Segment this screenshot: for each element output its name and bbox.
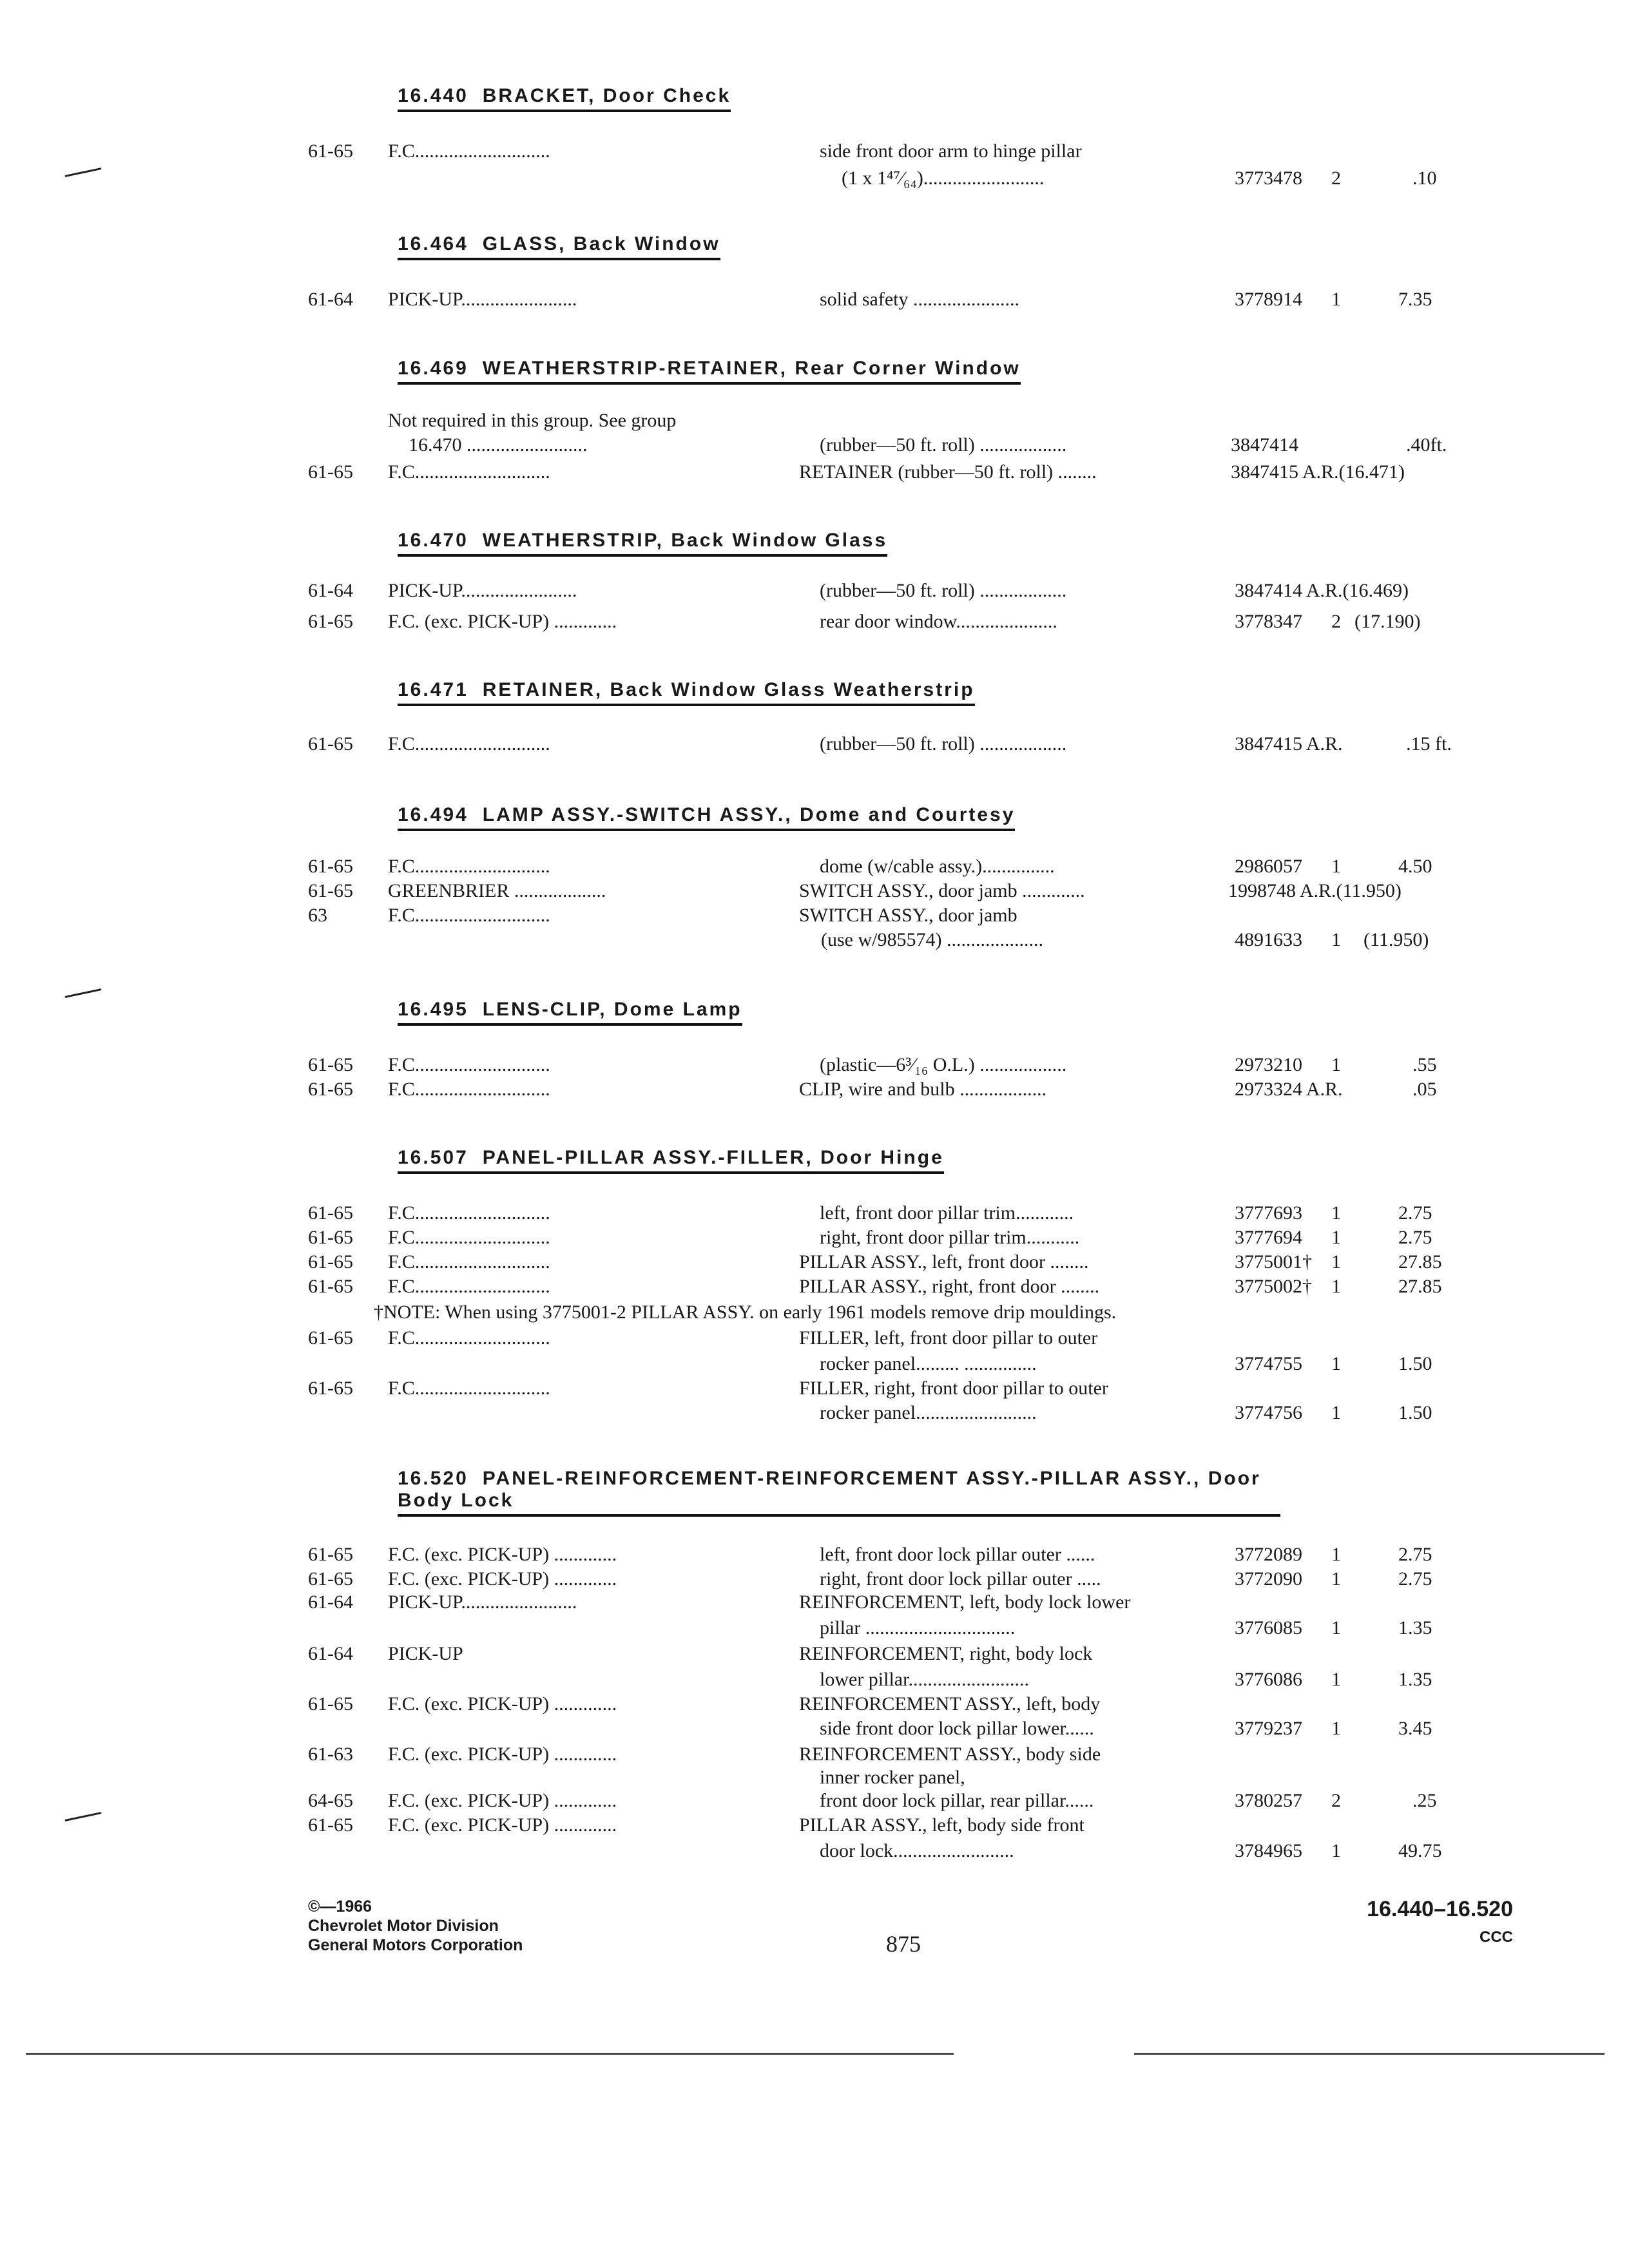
table-row — [0, 1250, 1629, 1274]
table-row — [0, 1667, 1629, 1692]
description-cell: right, front door lock pillar outer ..... — [820, 1568, 1101, 1590]
part-number-cell: 3774755 — [1235, 1353, 1302, 1374]
section-title: WEATHERSTRIP, Back Window Glass — [482, 530, 888, 551]
quantity-cell: 1 — [1331, 1353, 1341, 1374]
table-row — [0, 1789, 1629, 1813]
year-cell: 61-65 — [308, 880, 353, 901]
part-number-cell: 3775001† — [1235, 1251, 1312, 1273]
year-cell: 61-63 — [308, 1744, 353, 1765]
table-row — [0, 287, 1629, 312]
model-cell: F.C. (exc. PICK-UP) ............. — [388, 1814, 617, 1836]
model-cell: F.C. (exc. PICK-UP) ............. — [388, 611, 617, 632]
quantity-cell: 1 — [1331, 1568, 1341, 1590]
description-cell: pillar ............................... — [820, 1617, 1016, 1639]
section-title: PANEL-REINFORCEMENT-REINFORCEMENT ASSY.-PILLAR ASSY., Door Body Lock — [398, 1468, 1261, 1511]
description-cell: REINFORCEMENT ASSY., body side — [799, 1744, 1101, 1765]
part-number-cell: 3777693 — [1235, 1202, 1302, 1224]
table-row — [0, 1765, 1629, 1790]
part-number-cell: 3784965 — [1235, 1840, 1302, 1861]
description-cell: SWITCH ASSY., door jamb — [799, 905, 1017, 926]
description-cell: PILLAR ASSY., left, front door ........ — [799, 1251, 1089, 1273]
section-heading-16-470 — [398, 530, 887, 557]
section-heading-16-520 — [398, 1468, 1280, 1517]
section-heading-16-464 — [398, 233, 720, 260]
model-cell: PICK-UP........................ — [388, 580, 577, 601]
description-cell: FILLER, left, front door pillar to outer — [799, 1327, 1098, 1349]
section-number: 16.440 — [398, 85, 468, 106]
description-cell: RETAINER (rubber—50 ft. roll) ........ — [799, 461, 1097, 483]
price-cell: 2.75 — [1398, 1544, 1432, 1565]
table-row — [0, 879, 1629, 903]
year-cell: 61-64 — [308, 580, 353, 601]
table-row — [0, 1616, 1629, 1640]
section-heading-16-471 — [398, 679, 975, 706]
model-cell: F.C............................ — [388, 1227, 550, 1248]
quantity-cell: 1 — [1331, 1840, 1341, 1861]
part-number-cell: 3778347 — [1235, 611, 1302, 632]
quantity-cell: 1 — [1331, 289, 1341, 310]
model-cell: F.C............................ — [388, 1202, 550, 1224]
price-cell: (17.190) — [1354, 611, 1421, 632]
year-cell: 61-65 — [308, 1544, 353, 1565]
table-row — [0, 1053, 1629, 1077]
table-row — [0, 1716, 1629, 1741]
section-title: WEATHERSTRIP-RETAINER, Rear Corner Window — [482, 358, 1021, 379]
description-cell: CLIP, wire and bulb .................. — [799, 1079, 1047, 1100]
model-cell: F.C............................ — [388, 461, 550, 483]
corporation-name: General Motors Corporation — [308, 1936, 523, 1954]
price-cell: .25 — [1412, 1790, 1437, 1811]
quantity-cell: 2 — [1331, 168, 1341, 189]
table-row — [0, 579, 1629, 603]
table-row — [0, 1201, 1629, 1225]
year-cell: 61-65 — [308, 733, 353, 754]
copyright: ©—1966 — [308, 1898, 372, 1916]
description-cell: front door lock pillar, rear pillar...... — [820, 1790, 1094, 1811]
table-row — [0, 1542, 1629, 1567]
part-number-cell: 3773478 — [1235, 168, 1302, 189]
description-cell: side front door arm to hinge pillar — [820, 140, 1082, 162]
quantity-cell: 1 — [1331, 929, 1341, 950]
price-cell: 49.75 — [1398, 1840, 1442, 1861]
description-cell: REINFORCEMENT, right, body lock — [799, 1643, 1093, 1664]
description-cell: PILLAR ASSY., left, body side front — [799, 1814, 1084, 1836]
year-cell: 61-65 — [308, 1227, 353, 1248]
year-cell: 63 — [308, 905, 327, 926]
section-number: 16.507 — [398, 1147, 468, 1168]
catalog-code: CCC — [1480, 1928, 1513, 1946]
description-cell: (1 x 1⁴⁷⁄₆₄)......................... — [842, 168, 1045, 189]
year-cell: 61-64 — [308, 289, 353, 310]
year-cell: 61-65 — [308, 611, 353, 632]
model-cell: F.C............................ — [388, 856, 550, 877]
price-cell: 27.85 — [1398, 1276, 1442, 1297]
page-range-block — [1345, 1897, 1513, 1946]
year-cell: 61-65 — [308, 1568, 353, 1590]
description-cell: solid safety ...................... — [820, 289, 1019, 310]
model-cell: F.C............................ — [388, 733, 550, 754]
quantity-cell: 1 — [1331, 1617, 1341, 1639]
model-cell: F.C............................ — [388, 1327, 550, 1349]
quantity-cell: 1 — [1331, 1227, 1341, 1248]
year-cell: 61-64 — [308, 1591, 353, 1613]
price-cell: 4.50 — [1398, 856, 1432, 877]
model-cell: PICK-UP........................ — [388, 289, 577, 310]
quantity-cell: 1 — [1331, 1718, 1341, 1739]
part-number-cell: 3772090 — [1235, 1568, 1302, 1590]
description-cell: rocker panel......... ............... — [820, 1353, 1037, 1374]
table-row — [0, 433, 1629, 457]
description-cell: REINFORCEMENT, left, body lock lower — [799, 1591, 1131, 1613]
table-row — [0, 1077, 1629, 1102]
price-cell: .40ft. — [1406, 434, 1447, 456]
model-cell: F.C. (exc. PICK-UP) ............. — [388, 1744, 617, 1765]
price-cell: 3.45 — [1398, 1718, 1432, 1739]
quantity-cell: 1 — [1331, 856, 1341, 877]
quantity-cell: 1 — [1331, 1054, 1341, 1075]
year-cell: 61-65 — [308, 1079, 353, 1100]
section-number: 16.469 — [398, 358, 468, 379]
table-row — [0, 1839, 1629, 1863]
table-row — [0, 1813, 1629, 1838]
part-number-cell: 3779237 — [1235, 1718, 1302, 1739]
model-cell: F.C. (exc. PICK-UP) ............. — [388, 1544, 617, 1565]
note-cell: Not required in this group. See group — [388, 410, 677, 431]
price-cell: 1.35 — [1398, 1617, 1432, 1639]
page-edge-line — [26, 2053, 954, 2055]
description-cell: left, front door lock pillar outer ...... — [820, 1544, 1095, 1565]
price-cell: (11.950) — [1364, 929, 1429, 950]
section-title: PANEL-PILLAR ASSY.-FILLER, Door Hinge — [482, 1147, 944, 1168]
section-heading-16-440 — [398, 85, 731, 112]
table-row — [0, 1274, 1629, 1299]
part-number-cell: 2986057 — [1235, 856, 1302, 877]
table-row — [0, 1326, 1629, 1350]
page-range: 16.440–16.520 — [1367, 1897, 1513, 1921]
footnote: †NOTE: When using 3775001-2 PILLAR ASSY. on early 1961 models remove drip mouldings. — [374, 1302, 1117, 1323]
table-row — [0, 1401, 1629, 1425]
quantity-cell: 1 — [1331, 1202, 1341, 1224]
price-cell: .55 — [1412, 1054, 1437, 1075]
year-cell: 61-65 — [308, 1327, 353, 1349]
description-cell: REINFORCEMENT ASSY., left, body — [799, 1693, 1101, 1715]
part-number-cell: 4891633 — [1235, 929, 1302, 950]
year-cell: 61-65 — [308, 461, 353, 483]
price-cell: .15 ft. — [1406, 733, 1452, 754]
price-cell: 2.75 — [1398, 1227, 1432, 1248]
year-cell: 64-65 — [308, 1790, 353, 1811]
quantity-cell: 1 — [1331, 1402, 1341, 1423]
section-title: RETAINER, Back Window Glass Weatherstrip — [482, 679, 975, 700]
section-title: GLASS, Back Window — [482, 233, 720, 255]
table-row — [0, 1590, 1629, 1615]
section-number: 16.520 — [398, 1468, 468, 1489]
year-cell: 61-65 — [308, 1202, 353, 1224]
model-cell: PICK-UP........................ — [388, 1591, 577, 1613]
description-cell: (rubber—50 ft. roll) .................. — [820, 580, 1067, 601]
part-number-cell: 3847414 A.R.(16.469) — [1235, 580, 1409, 601]
year-cell: 61-65 — [308, 1378, 353, 1399]
table-row — [0, 732, 1629, 756]
quantity-cell: 1 — [1331, 1544, 1341, 1565]
section-number: 16.470 — [398, 530, 468, 551]
model-cell: F.C............................ — [388, 1079, 550, 1100]
description-cell: (use w/985574) .................... — [821, 929, 1043, 950]
table-row — [0, 1567, 1629, 1591]
division-name: Chevrolet Motor Division — [308, 1917, 499, 1935]
section-title: LENS-CLIP, Dome Lamp — [482, 999, 742, 1020]
price-cell: 2.75 — [1398, 1568, 1432, 1590]
table-row — [0, 166, 1629, 191]
table-row — [0, 408, 1629, 433]
description-cell: (plastic—6³⁄₁₆ O.L.) .................. — [820, 1054, 1067, 1075]
description-cell: door lock......................... — [820, 1840, 1014, 1861]
part-number-cell: 3776086 — [1235, 1669, 1302, 1690]
description-cell: (rubber—50 ft. roll) .................. — [820, 733, 1067, 754]
price-cell: .10 — [1412, 168, 1437, 189]
part-number-cell: 2973210 — [1235, 1054, 1302, 1075]
description-cell: PILLAR ASSY., right, front door ........ — [799, 1276, 1100, 1297]
part-number-cell: 3847414 — [1231, 434, 1298, 456]
table-row — [0, 1642, 1629, 1666]
price-cell: 1.50 — [1398, 1353, 1432, 1374]
price-cell: .05 — [1412, 1079, 1437, 1100]
model-cell: F.C............................ — [388, 140, 550, 162]
section-title: BRACKET, Door Check — [482, 85, 731, 106]
model-cell: F.C............................ — [388, 1276, 550, 1297]
section-number: 16.464 — [398, 233, 468, 255]
year-cell: 61-65 — [308, 1276, 353, 1297]
year-cell: 61-64 — [308, 1643, 353, 1664]
price-cell: 1.35 — [1398, 1669, 1432, 1690]
section-number: 16.495 — [398, 999, 468, 1020]
model-cell: F.C............................ — [388, 1054, 550, 1075]
description-cell: rocker panel......................... — [820, 1402, 1037, 1423]
table-row — [0, 139, 1629, 164]
price-cell: 2.75 — [1398, 1202, 1432, 1224]
quantity-cell: 1 — [1331, 1276, 1341, 1297]
table-row — [0, 903, 1629, 928]
model-cell: F.C............................ — [388, 905, 550, 926]
description-cell: inner rocker panel, — [820, 1767, 965, 1788]
table-row — [0, 1225, 1629, 1250]
table-row — [0, 928, 1629, 952]
part-number-cell: 2973324 A.R. — [1235, 1079, 1343, 1100]
description-cell: left, front door pillar trim............ — [820, 1202, 1074, 1224]
year-cell: 61-65 — [308, 1054, 353, 1075]
section-number: 16.494 — [398, 804, 468, 825]
quantity-cell: 2 — [1331, 611, 1341, 632]
description-cell: lower pillar......................... — [820, 1669, 1029, 1690]
part-number-cell: 1998748 A.R.(11.950) — [1228, 880, 1402, 901]
price-cell: 7.35 — [1398, 289, 1432, 310]
part-number-cell: 3780257 — [1235, 1790, 1302, 1811]
section-heading-16-494 — [398, 804, 1015, 831]
quantity-cell: 2 — [1331, 1790, 1341, 1811]
description-cell: SWITCH ASSY., door jamb ............. — [799, 880, 1085, 901]
description-cell: (rubber—50 ft. roll) .................. — [820, 434, 1067, 456]
part-number-cell: 3847415 A.R. — [1235, 733, 1343, 754]
part-number-cell: 3774756 — [1235, 1402, 1302, 1423]
table-row — [0, 854, 1629, 879]
table-row — [0, 1692, 1629, 1716]
model-cell: 16.470 ......................... — [409, 434, 588, 456]
year-cell: 61-65 — [308, 1693, 353, 1715]
description-cell: right, front door pillar trim........... — [820, 1227, 1080, 1248]
description-cell: rear door window..................... — [820, 611, 1057, 632]
model-cell: F.C. (exc. PICK-UP) ............. — [388, 1790, 617, 1811]
model-cell: F.C............................ — [388, 1378, 550, 1399]
part-number-cell: 3778914 — [1235, 289, 1302, 310]
page-number: 875 — [886, 1931, 921, 1957]
quantity-cell: 1 — [1331, 1669, 1341, 1690]
table-row — [0, 610, 1629, 634]
publisher-block — [308, 1897, 523, 1955]
section-heading-16-495 — [398, 999, 742, 1026]
quantity-cell: 1 — [1331, 1251, 1341, 1273]
binding-mark — [64, 988, 101, 998]
model-cell: F.C. (exc. PICK-UP) ............. — [388, 1568, 617, 1590]
section-heading-16-507 — [398, 1147, 944, 1174]
year-cell: 61-65 — [308, 1814, 353, 1836]
table-row — [0, 460, 1629, 485]
part-number-cell: 3847415 A.R.(16.471) — [1231, 461, 1405, 483]
section-heading-16-469 — [398, 358, 1021, 385]
model-cell: F.C. (exc. PICK-UP) ............. — [388, 1693, 617, 1715]
model-cell: PICK-UP — [388, 1643, 463, 1664]
description-cell: dome (w/cable assy.)............... — [820, 856, 1055, 877]
table-row — [0, 1742, 1629, 1767]
table-row — [0, 1352, 1629, 1376]
description-cell: FILLER, right, front door pillar to outer — [799, 1378, 1108, 1399]
table-row — [0, 1376, 1629, 1401]
description-cell: side front door lock pillar lower...... — [820, 1718, 1094, 1739]
page-edge-line — [1134, 2053, 1605, 2055]
year-cell: 61-65 — [308, 140, 353, 162]
part-number-cell: 3775002† — [1235, 1276, 1312, 1297]
section-number: 16.471 — [398, 679, 468, 700]
part-number-cell: 3777694 — [1235, 1227, 1302, 1248]
section-title: LAMP ASSY.-SWITCH ASSY., Dome and Courtesy — [482, 804, 1016, 825]
model-cell: F.C............................ — [388, 1251, 550, 1273]
price-cell: 27.85 — [1398, 1251, 1442, 1273]
part-number-cell: 3772089 — [1235, 1544, 1302, 1565]
model-cell: GREENBRIER ................... — [388, 880, 606, 901]
year-cell: 61-65 — [308, 856, 353, 877]
price-cell: 1.50 — [1398, 1402, 1432, 1423]
year-cell: 61-65 — [308, 1251, 353, 1273]
part-number-cell: 3776085 — [1235, 1617, 1302, 1639]
